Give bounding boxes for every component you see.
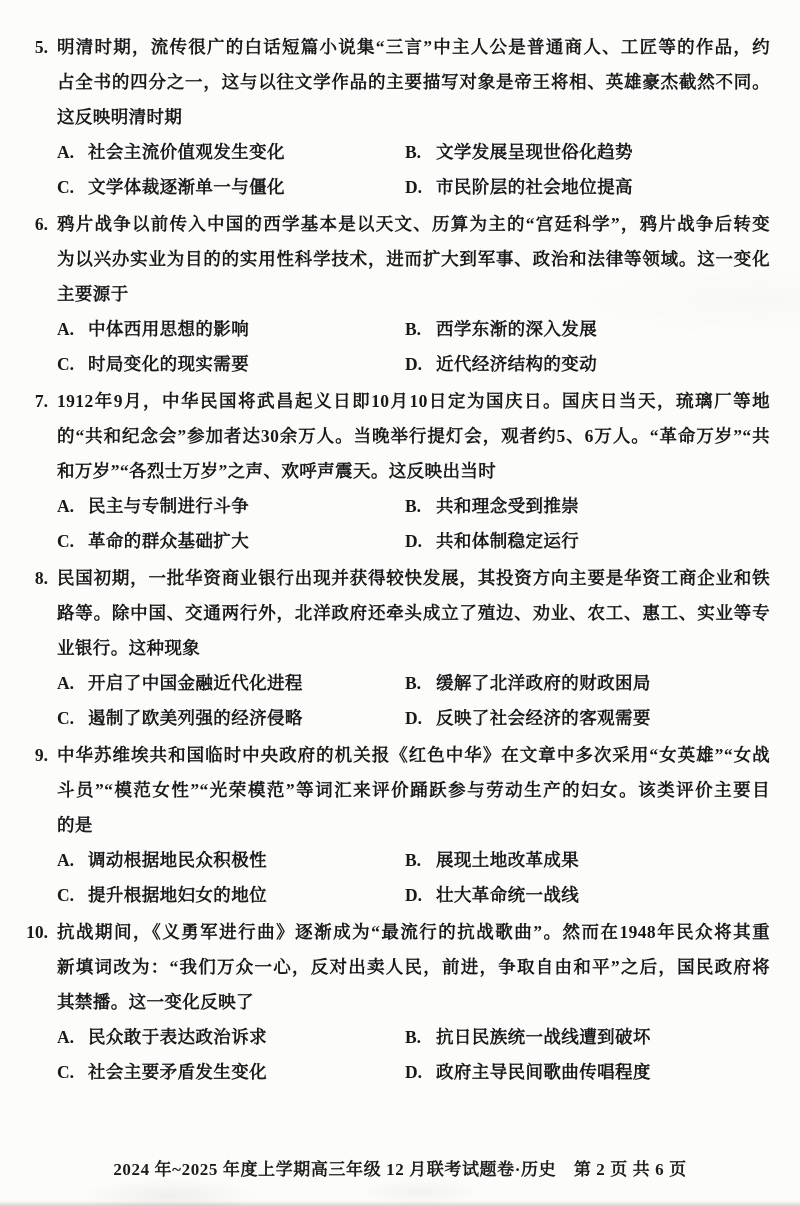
question-text <box>57 384 770 489</box>
option-text: 共和体制稳定运行 <box>436 531 580 551</box>
option-letter: A. <box>57 1027 75 1047</box>
question-line: 业银行。这种现象 <box>57 638 201 658</box>
options-grid <box>57 135 770 205</box>
question-body <box>57 738 770 913</box>
option <box>57 312 405 347</box>
option <box>405 347 770 382</box>
option-letter: C. <box>57 177 75 197</box>
option-text: 民众敢于表达政治诉求 <box>88 1027 267 1047</box>
option-letter: C. <box>57 708 75 728</box>
option-letter: B. <box>405 850 422 870</box>
options-grid <box>57 489 770 559</box>
option-letter: B. <box>405 673 422 693</box>
option-text: 开启了中国金融近代化进程 <box>88 673 303 693</box>
question-number: 10. <box>26 922 48 942</box>
page-footer: 2024 年~2025 年度上学期高三年级 12 月联考试题卷·历史 第 2 页 共 6 页 <box>113 1160 687 1179</box>
option-text: 调动根据地民众积极性 <box>88 850 267 870</box>
question-body <box>57 30 770 205</box>
question-line: 1912年9月，中华民国将武昌起义日即10月10日定为国庆日。国庆日当天，琉璃厂等地 <box>57 391 770 411</box>
option-text: 社会主流价值观发生变化 <box>88 142 285 162</box>
option-text: 近代经济结构的变动 <box>436 354 598 374</box>
option-text: 时局变化的现实需要 <box>88 354 250 374</box>
question <box>0 915 770 1090</box>
option <box>405 524 770 559</box>
option <box>405 666 770 701</box>
option-text: 抗日民族统一战线遭到破坏 <box>436 1027 651 1047</box>
question-line: 鸦片战争以前传入中国的西学基本是以天文、历算为主的“宫廷科学”，鸦片战争后转变 <box>57 214 770 234</box>
options-grid <box>57 312 770 382</box>
option <box>57 135 405 170</box>
option-text: 提升根据地妇女的地位 <box>88 885 267 905</box>
option-letter: C. <box>57 885 75 905</box>
option-letter: D. <box>405 177 423 197</box>
question-line: 占全书的四分之一，这与以往文学作品的主要描写对象是帝王将相、英雄豪杰截然不同。 <box>57 72 770 92</box>
question <box>0 738 770 913</box>
option-text: 中体西用思想的影响 <box>88 319 250 339</box>
option-letter: A. <box>57 319 75 339</box>
option-letter: D. <box>405 531 423 551</box>
option <box>405 701 770 736</box>
question-number: 6. <box>34 214 48 234</box>
option-text: 革命的群众基础扩大 <box>88 531 250 551</box>
option-text: 缓解了北洋政府的财政困局 <box>436 673 651 693</box>
option <box>57 170 405 205</box>
option <box>57 1020 405 1055</box>
question-text <box>57 30 770 135</box>
question-line: 为以兴办实业为目的的实用性科学技术，进而扩大到军事、政治和法律等领域。这一变化 <box>57 249 770 269</box>
question <box>0 30 770 205</box>
option <box>57 666 405 701</box>
option <box>405 1020 770 1055</box>
question-number: 7. <box>34 391 48 411</box>
question-line: 的是 <box>57 815 93 835</box>
option-letter: C. <box>57 531 75 551</box>
option <box>57 489 405 524</box>
question-line: 抗战期间，《义勇军进行曲》逐渐成为“最流行的抗战歌曲”。然而在1948年民众将其重 <box>57 922 770 942</box>
option-letter: A. <box>57 850 75 870</box>
options-grid <box>57 1020 770 1090</box>
question-number: 8. <box>34 568 48 588</box>
option <box>405 312 770 347</box>
question-line: 中华苏维埃共和国临时中央政府的机关报《红色中华》在文章中多次采用“女英雄”“女战 <box>57 745 770 765</box>
question-list <box>0 30 770 1092</box>
option <box>405 878 770 913</box>
question-line: 其禁播。这一变化反映了 <box>57 992 254 1012</box>
option-letter: C. <box>57 354 75 374</box>
option <box>405 489 770 524</box>
option <box>57 524 405 559</box>
option-text: 反映了社会经济的客观需要 <box>436 708 651 728</box>
option-letter: B. <box>405 319 422 339</box>
options-grid <box>57 666 770 736</box>
option-text: 社会主要矛盾发生变化 <box>88 1062 267 1082</box>
question-text <box>57 561 770 666</box>
option-letter: A. <box>57 142 75 162</box>
option-letter: D. <box>405 885 423 905</box>
question-line: 主要源于 <box>57 284 129 304</box>
option-letter: A. <box>57 496 75 516</box>
question-body <box>57 207 770 382</box>
option-text: 展现土地改革成果 <box>436 850 580 870</box>
question-number: 9. <box>34 745 48 765</box>
option-text: 遏制了欧美列强的经济侵略 <box>88 708 303 728</box>
option-text: 政府主导民间歌曲传唱程度 <box>436 1062 651 1082</box>
option <box>405 170 770 205</box>
question-line: 和万岁”“各烈士万岁”之声、欢呼声震天。这反映出当时 <box>57 461 497 481</box>
option-text: 文学发展呈现世俗化趋势 <box>436 142 633 162</box>
question <box>0 561 770 736</box>
option-letter: B. <box>405 142 422 162</box>
options-grid <box>57 843 770 913</box>
question-line: 明清时期，流传很广的白话短篇小说集“三言”中主人公是普通商人、工匠等的作品，约 <box>57 37 770 57</box>
question <box>0 384 770 559</box>
question-text <box>57 738 770 843</box>
question-line: 的“共和纪念会”参加者达30余万人。当晚举行提灯会，观者约5、6万人。“革命万岁”“共 <box>57 426 770 446</box>
option-text: 西学东渐的深入发展 <box>436 319 598 339</box>
option-text: 民主与专制进行斗争 <box>88 496 250 516</box>
option <box>57 843 405 878</box>
option <box>57 347 405 382</box>
option <box>405 1055 770 1090</box>
question-text <box>57 915 770 1020</box>
option-text: 壮大革命统一战线 <box>436 885 580 905</box>
question-line: 民国初期，一批华资商业银行出现并获得较快发展，其投资方向主要是华资工商企业和铁 <box>57 568 770 588</box>
question-body <box>57 384 770 559</box>
option-text: 共和理念受到推崇 <box>436 496 580 516</box>
question-body <box>57 915 770 1090</box>
question-line: 斗员”“模范女性”“光荣模范”等词汇来评价踊跃参与劳动生产的妇女。该类评价主要目 <box>57 780 770 800</box>
option-letter: C. <box>57 1062 75 1082</box>
question-line: 这反映明清时期 <box>57 107 183 127</box>
question-line: 路等。除中国、交通两行外，北洋政府还牵头成立了殖边、劝业、农工、惠工、实业等专 <box>57 603 770 623</box>
option-letter: D. <box>405 1062 423 1082</box>
question-text <box>57 207 770 312</box>
option-letter: D. <box>405 354 423 374</box>
option <box>405 135 770 170</box>
option-letter: D. <box>405 708 423 728</box>
option-text: 文学体裁逐渐单一与僵化 <box>88 177 285 197</box>
question <box>0 207 770 382</box>
option <box>57 878 405 913</box>
option <box>57 1055 405 1090</box>
question-line: 新填词改为：“我们万众一心，反对出卖人民，前进，争取自由和平”之后，国民政府将 <box>57 957 770 977</box>
option-letter: A. <box>57 673 75 693</box>
option-letter: B. <box>405 1027 422 1047</box>
option <box>57 701 405 736</box>
question-body <box>57 561 770 736</box>
question-number: 5. <box>34 37 48 57</box>
option-letter: B. <box>405 496 422 516</box>
option-text: 市民阶层的社会地位提高 <box>436 177 633 197</box>
option <box>405 843 770 878</box>
